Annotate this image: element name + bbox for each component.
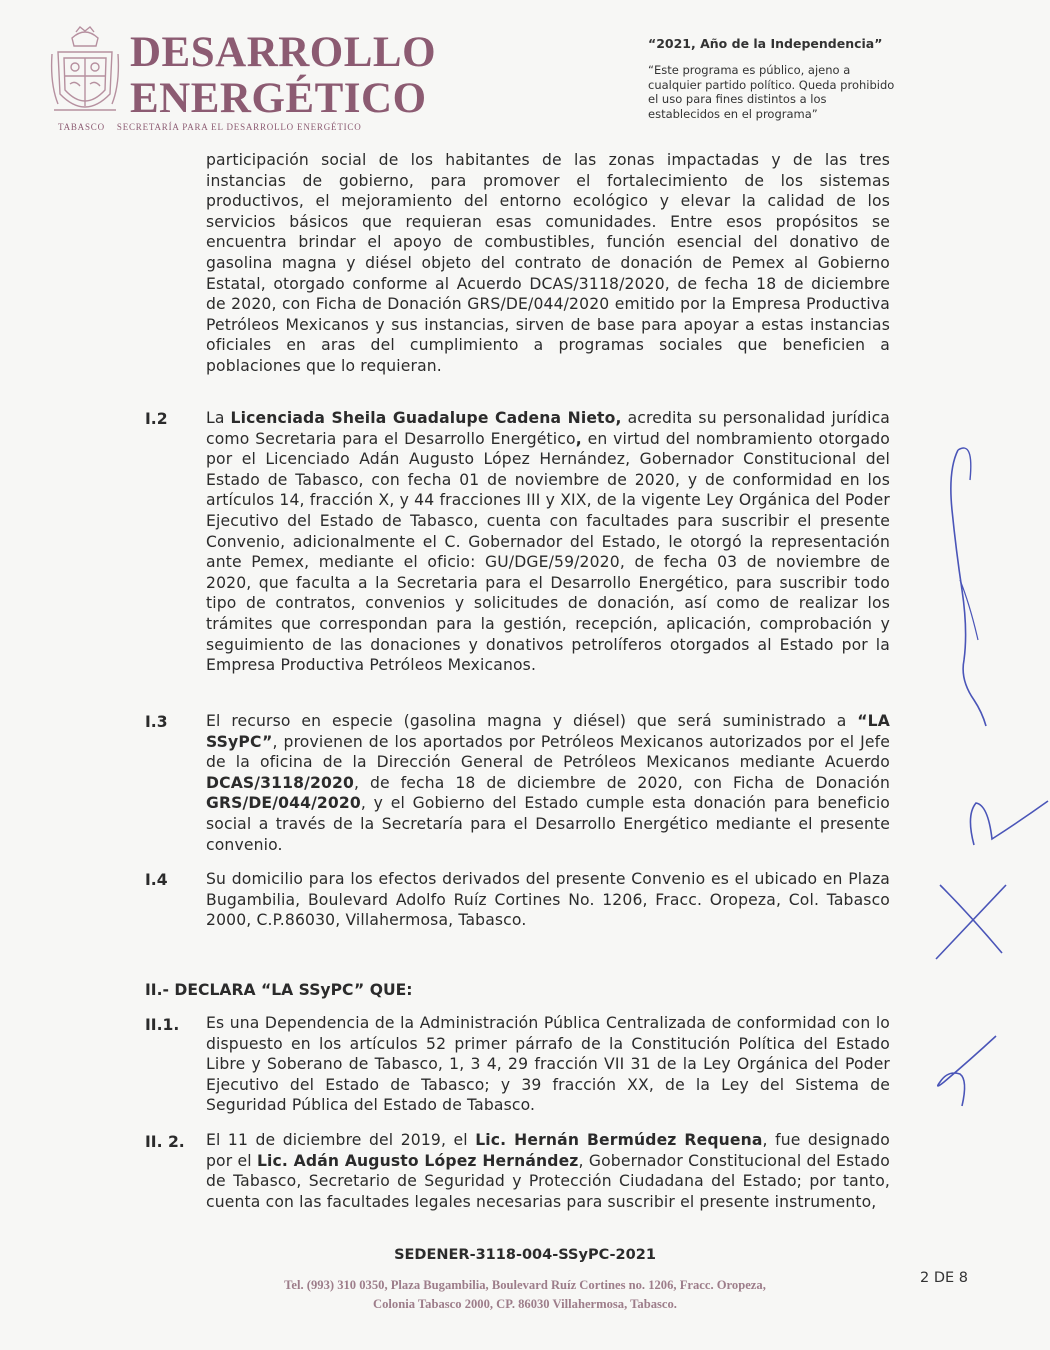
document-code: SEDENER-3118-004-SSyPC-2021: [394, 1247, 656, 1263]
brand-secretaria: SECRETARÍA PARA EL DESARROLLO ENERGÉTICO: [116, 122, 362, 132]
footer-address-line-2: Colonia Tabasco 2000, CP. 86030 Villahermosa, Tabasco.: [373, 1297, 677, 1311]
clause-number-i2: I.2: [145, 410, 168, 428]
brand-wordmark: [130, 30, 436, 122]
tabasco-crest-logo: [50, 24, 120, 124]
clause-i2-text-2: acredita su personalidad jurídica como Secretaria para el Desarrollo Energético: [206, 409, 890, 448]
clause-i3-text-1: El recurso en especie (gasolina magna y diésel) que será suministrado a: [206, 712, 858, 730]
program-notice: “Este programa es público, ajeno a cualquier partido político. Queda prohibido el uso para fines distintos a los establecidos en el programa”: [648, 63, 895, 121]
clause-i3-bold-2: DCAS/3118/2020: [206, 773, 354, 792]
brand-line-2: ENERGÉTICO: [130, 75, 427, 122]
year-motto: “2021, Año de la Independencia”: [648, 36, 883, 51]
clause-i3-bold-3: GRS/DE/044/2020: [206, 794, 361, 813]
page-number: 2 DE 8: [920, 1270, 968, 1286]
brand-line-1: DESARROLLO: [130, 29, 437, 76]
footer-address-line-1: Tel. (993) 310 0350, Plaza Bugambilia, Boulevard Ruíz Cortines no. 1206, Fracc. Oropeza,: [284, 1278, 766, 1292]
footer-address: [150, 1276, 900, 1314]
handwritten-initial-signature-3: [920, 875, 1020, 965]
clause-i2-bold-1: Licenciada Sheila Guadalupe Cadena Nieto,: [230, 409, 622, 427]
handwritten-initial-signature-1: [930, 430, 990, 730]
continuation-paragraph: participación social de los habitantes de las zonas impactadas y de las tres instancias de gobierno, para promover el fortalecimiento de los sistemas productivos, el mejoramiento del entorno ecológico y elevar la calidad de los servicios básicos que requieran esas comunidades. Entre esos propósitos se encuentra brindar el apoyo de combustibles, función esencial del donativo de gasolina magna y diésel objeto del contrato de donación de Pemex al Gobierno Estatal, otorgado conforme al Acuerdo DCAS/3118/2020, de fecha 18 de diciembre de 2020, con Ficha de Donación GRS/DE/044/2020 emitido por la Empresa Productiva Petróleos Mexicanos y sus instancias, sirven de base para apoyar a estas instancias oficiales en aras del cumplimiento a programas sociales que beneficien a poblaciones que lo requieran.: [206, 151, 890, 375]
brand-subtitle: [58, 122, 362, 132]
clause-number-i3: I.3: [145, 713, 168, 731]
clause-i2-bold-2: ,: [575, 429, 582, 448]
section-ii-heading: II.- DECLARA “LA SSyPC” QUE:: [145, 981, 413, 999]
clause-i3-text-3: , de fecha 18 de diciembre de 2020, con Ficha de Donación: [353, 773, 890, 792]
clause-i3-text-4: , y el Gobierno del Estado cumple esta donación para beneficio social a través de la Secretaría para el Desarrollo Energético mediante el presente convenio.: [206, 794, 890, 854]
clause-i3-bold-1: “LA SSyPC”: [206, 712, 890, 751]
clause-ii2-bold-2: Lic. Adán Augusto López Hernández: [256, 1151, 579, 1170]
clause-ii2-text-2: , fue designado por el: [206, 1131, 890, 1170]
clause-number-i4: I.4: [145, 871, 168, 889]
clause-i2-text-1: La: [206, 409, 231, 427]
clause-i3: [206, 711, 890, 855]
handwritten-initial-signature-2: [960, 795, 1050, 855]
clause-ii2-bold-1: Lic. Hernán Bermúdez Requena: [475, 1131, 763, 1149]
clause-ii2-text-1: El 11 de diciembre del 2019, el: [206, 1131, 476, 1149]
clause-i3-text-2: , provienen de los aportados por Petróleos Mexicanos autorizados por el Jefe de la oficina de la Dirección General de Petróleos Mexicanos mediante Acuerdo: [206, 732, 890, 772]
handwritten-initial-signature-4: [930, 1030, 1000, 1110]
clause-number-ii1: II.1.: [145, 1016, 180, 1034]
clause-ii1: Es una Dependencia de la Administración Pública Centralizada de conformidad con lo dispuesto en los artículos 52 primer párrafo de la Constitución Política del Estado Libre y Soberano de Tabasco, 1, 3 4, 29 fracción VII 31 de la Ley Orgánica del Poder Ejecutivo del Estado de Tabasco; y 39 fracción XX, de la Ley del Sistema de Seguridad Pública del Estado de Tabasco.: [206, 1014, 890, 1115]
clause-ii2: [206, 1130, 890, 1212]
brand-state: TABASCO: [58, 122, 105, 132]
clause-i2-text-3: en virtud del nombramiento otorgado por el Licenciado Adán Augusto López Hernández, Gobernador Constitucional del Estado de Tabasco, con fecha 01 de noviembre de 2020, y de conformidad en los artículos 14, fracción X, y 44 fracciones III y XIX, de la vigente Ley Orgánica del Poder Ejecutivo del Estado de Tabasco, cuenta con facultades para suscribir el presente Convenio, adicionalmente el C. Gobernador del Estado, le otorgó la representación ante Pemex, mediante el oficio: GU/DGE/59/2020, de fecha 03 de noviembre de 2020, que faculta a la Secretaria para el Desarrollo Energético, para suscribir todo tipo de contratos, convenios y solicitudes de donación, así como de realizar los trámites que correspondan para la gestión, recepción, aplicación, comprobación y seguimiento de las donaciones y donativos petrolíferos otorgados al Estado por la Empresa Productiva Petróleos Mexicanos.: [206, 429, 890, 675]
clause-number-ii2: II. 2.: [145, 1133, 185, 1151]
clause-ii2-text-3: , Gobernador Constitucional del Estado de Tabasco, Secretario de Seguridad y Protección Ciudadana del Estado; por tanto, cuenta con las facultades legales necesarias para suscribir el presente instrumento,: [206, 1151, 890, 1211]
clause-i4: Su domicilio para los efectos derivados del presente Convenio es el ubicado en Plaza Bugambilia, Boulevard Adolfo Ruíz Cortines No. 1206, Fracc. Oropeza, Col. Tabasco 2000, C.P.86030, Villahermosa, Tabasco.: [206, 870, 890, 930]
clause-i2: [206, 408, 890, 676]
